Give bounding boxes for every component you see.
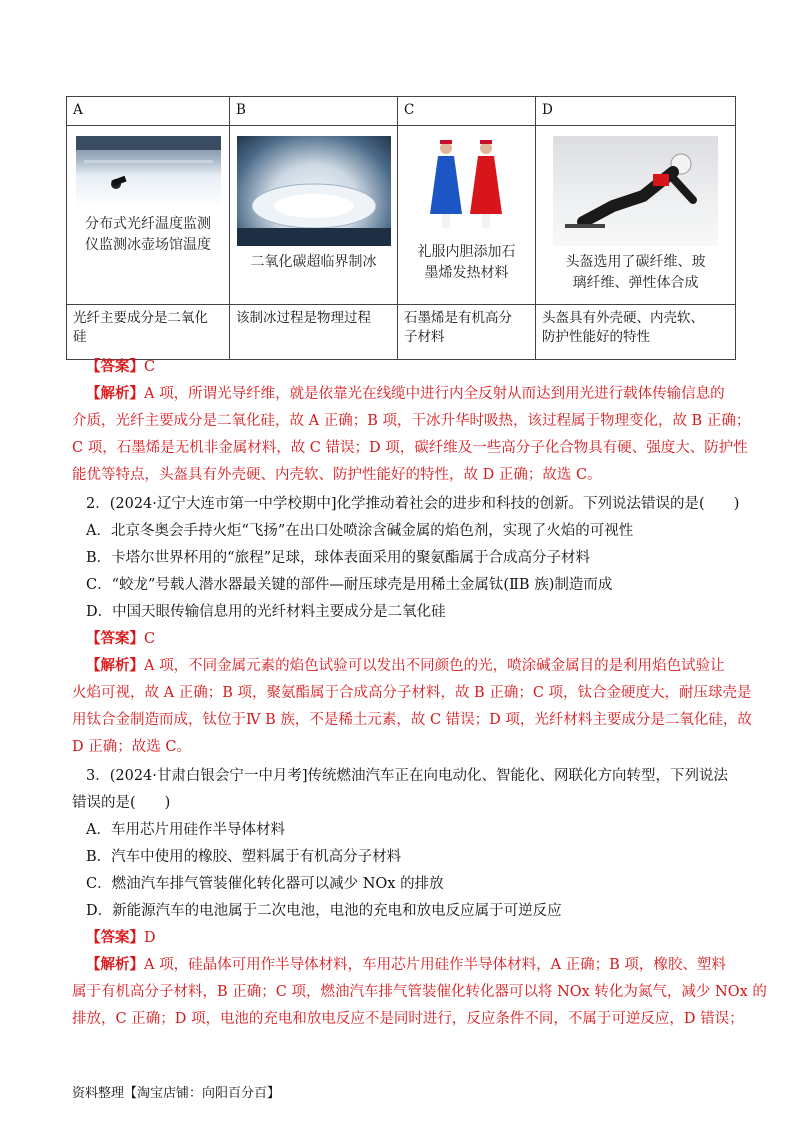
cell-image-a bbox=[67, 126, 230, 305]
q1-answer: 【答案】C bbox=[86, 358, 156, 375]
q3-option-a: A．车用芯片用硅作半导体材料 bbox=[86, 822, 285, 838]
q2-option-c: C．“蛟龙”号载人潜水器最关键的部件—耐压球壳是用稀土金属钛(ⅡB 族)制造而成 bbox=[86, 577, 613, 593]
q1-analysis-line3: C 项，石墨烯是无机非金属材料，故 C 错误；D 项，碳纤维及一些高分子化合物具有硬、强度大、防护性 bbox=[72, 440, 748, 456]
q3-option-c: C．燃油汽车排气管装催化转化器可以减少 NOx 的排放 bbox=[86, 876, 444, 892]
cell-image-d bbox=[536, 126, 736, 305]
caption-b-line1: 二氧化碳超临界制冰 bbox=[250, 254, 377, 270]
q2-option-b: B．卡塔尔世界杯用的“旅程”足球，球体表面采用的聚氨酯属于合成高分子材料 bbox=[86, 550, 590, 566]
speed-skater-photo bbox=[553, 136, 718, 246]
q3-answer: 【答案】D bbox=[86, 929, 156, 946]
q2-stem: 2．(2024·辽宁大连市第一中学校期中]化学推动着社会的进步和科技的创新。下列说法错误的是( ) bbox=[86, 496, 740, 512]
q1-analysis-line2: 介质，光纤主要成分是二氧化硅，故 A 正确；B 项，干冰升华时吸热，该过程属于物理变化，故 B 正确； bbox=[72, 413, 751, 429]
caption-a-line2: 仪监测冰壶场馆温度 bbox=[85, 237, 211, 253]
header-b: B bbox=[230, 97, 398, 126]
q3-analysis-line2: 属于有机高分子材料，B 正确；C 项，燃油汽车排气管装催化转化器可以将 NOx 转化为氮气，减少 NOx 的 bbox=[72, 984, 767, 1000]
q2-option-d: D．中国天眼传输信息用的光纤材料主要成分是二氧化硅 bbox=[86, 604, 446, 620]
q2-analysis-line1: 【解析】A 项，不同金属元素的焰色试验可以发出不同颜色的光，喷涂碱金属目的是利用焰色试验让 bbox=[86, 657, 725, 674]
ice-stadium-photo bbox=[237, 136, 391, 246]
caption-a-line1: 分布式光纤温度监测 bbox=[85, 216, 211, 232]
q1-options-table bbox=[66, 96, 736, 360]
q3-stem-line2: 错误的是( ) bbox=[72, 795, 171, 811]
footer-note: 资料整理【淘宝店铺：向阳百分百】 bbox=[72, 1086, 281, 1101]
q3-option-b: B．汽车中使用的橡胶、塑料属于有机高分子材料 bbox=[86, 849, 402, 865]
desc-d: 头盔具有外壳硬、内壳软、 防护性能好的特性 bbox=[536, 305, 736, 360]
q3-analysis-line3: 排放，C 正确；D 项，电池的充电和放电反应不是同时进行，反应条件不同，不属于可逆反应，D 错误； bbox=[72, 1011, 744, 1027]
desc-c: 石墨烯是有机高分 子材料 bbox=[398, 305, 536, 360]
q3-analysis-line1: 【解析】A 项，硅晶体可用作半导体材料，车用芯片用硅作半导体材料，A 正确；B 项，橡胶、塑料 bbox=[86, 956, 726, 973]
cell-image-c bbox=[398, 126, 536, 305]
q2-answer: 【答案】C bbox=[86, 630, 156, 647]
q2-option-a: A．北京冬奥会手持火炬“飞扬”在出口处喷涂含碱金属的焰色剂，实现了火焰的可视性 bbox=[86, 523, 634, 539]
header-a: A bbox=[67, 97, 230, 126]
q1-analysis-line1: 【解析】A 项，所谓光导纤维，就是依靠光在线缆中进行内全反射从而达到用光进行载体传输信息的 bbox=[86, 385, 725, 402]
q2-analysis-line3: 用钛合金制造而成，钛位于Ⅳ B 族，不是稀土元素，故 C 错误；D 项，光纤材料主要成分是二氧化硅，故 bbox=[72, 712, 752, 728]
ceremony-dress-photo bbox=[412, 136, 522, 236]
header-c: C bbox=[398, 97, 536, 126]
caption-c-line1: 礼服内胆添加石 bbox=[417, 244, 516, 260]
header-d: D bbox=[536, 97, 736, 126]
q2-analysis-line4: D 正确；故选 C。 bbox=[72, 739, 191, 755]
curling-venue-photo bbox=[76, 136, 221, 208]
q3-option-d: D．新能源汽车的电池属于二次电池，电池的充电和放电反应属于可逆反应 bbox=[86, 903, 562, 919]
desc-a: 光纤主要成分是二氧化 硅 bbox=[67, 305, 230, 360]
q3-stem-line1: 3．(2024·甘肃白银会宁一中月考]传统燃油汽车正在向电动化、智能化、网联化方向转型，下列说法 bbox=[86, 768, 729, 784]
q2-analysis-line2: 火焰可视，故 A 正确；B 项，聚氨酯属于合成高分子材料，故 B 正确；C 项，钛合金硬度大，耐压球壳是 bbox=[72, 685, 752, 701]
caption-d-line1: 头盔选用了碳纤维、玻 bbox=[565, 254, 706, 270]
q1-analysis-line4: 能优等特点，头盔具有外壳硬、内壳软、防护性能好的特性，故 D 正确；故选 C。 bbox=[72, 467, 602, 483]
desc-b: 该制冰过程是物理过程 bbox=[230, 305, 398, 360]
cell-image-b bbox=[230, 126, 398, 305]
caption-d-line2: 璃纤维、弹性体合成 bbox=[572, 275, 699, 291]
caption-c-line2: 墨烯发热材料 bbox=[424, 265, 509, 281]
